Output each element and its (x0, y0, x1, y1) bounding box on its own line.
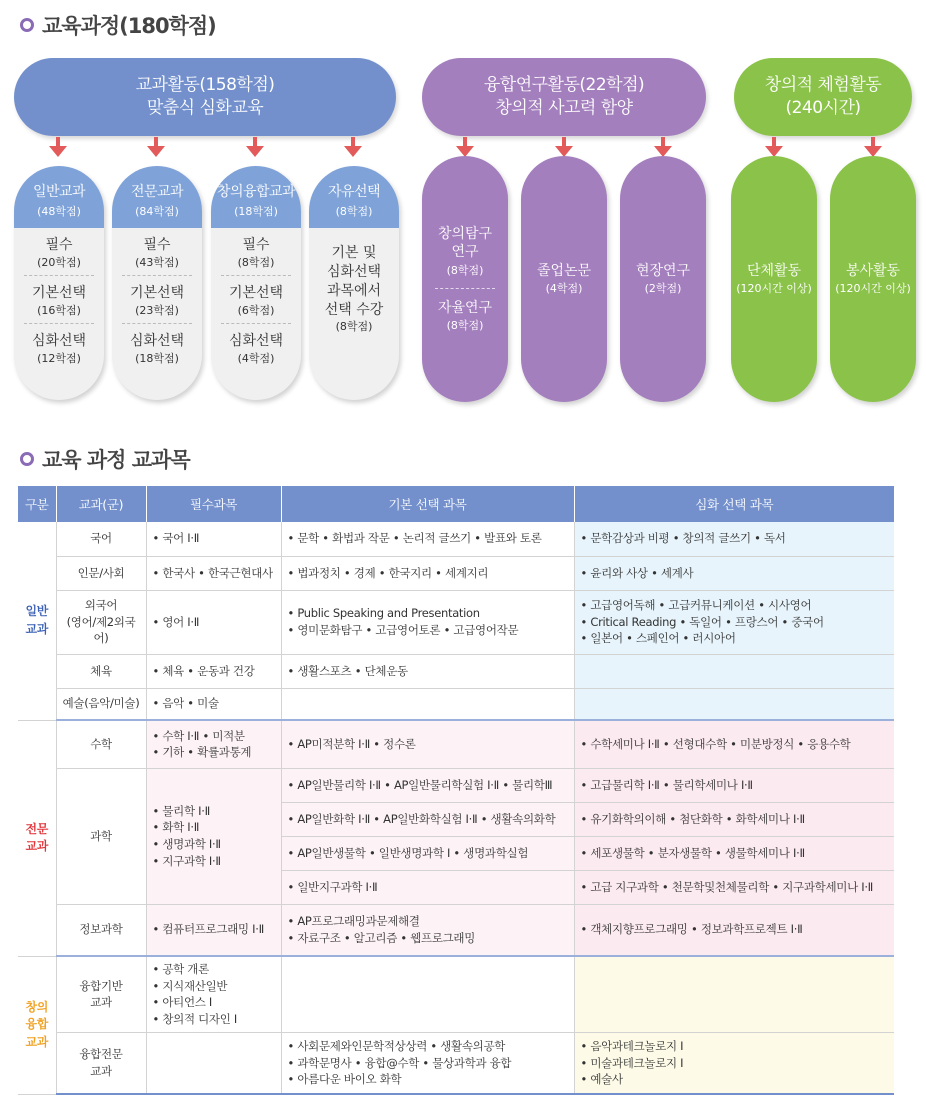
item-name: 필수 (143, 237, 171, 253)
column-credits: (18학점) (234, 205, 278, 218)
advanced-cell: • 윤리와 사상 • 세계사 (574, 556, 894, 590)
item-credits: (12학점) (37, 352, 81, 365)
group-major: 전문 교과 (18, 720, 56, 956)
research-name: 자율연구 (437, 299, 493, 316)
advanced-cell: • 고급 지구과학 • 천문학및천체물리학 • 지구과학세미나 Ⅰ·Ⅱ (574, 870, 894, 904)
item-credits: (43학점) (135, 256, 179, 269)
basic-cell: • 일반지구과학 Ⅰ·Ⅱ (281, 870, 574, 904)
experience-activity-header (734, 58, 912, 136)
advanced-cell: • 문학감상과 비평 • 창의적 글쓰기 • 독서 (574, 522, 894, 556)
column-volunteer-activity (830, 156, 916, 402)
subject-cell: 외국어 (영어/제2외국어) (56, 590, 146, 654)
advanced-cell (574, 956, 894, 1032)
table-row (18, 1032, 894, 1094)
item-credits: (6학점) (237, 304, 275, 317)
column-free-elective (309, 166, 399, 400)
table-row (18, 654, 894, 688)
advanced-cell: • 객체지향프로그래밍 • 정보과학프로젝트 Ⅰ·Ⅱ (574, 904, 894, 956)
column-group-activity (731, 156, 817, 402)
activity-hours: (120시간 이상) (835, 282, 911, 296)
header-subject-group: 교과(군) (56, 486, 146, 522)
activity-name: 봉사활동 (845, 262, 901, 279)
research-name: 현장연구 (635, 262, 691, 279)
table-row (18, 956, 894, 1032)
research-name: 연구 (451, 244, 479, 261)
table-row (18, 556, 894, 590)
column-general-subjects (14, 166, 104, 400)
item-credits: (16학점) (37, 304, 81, 317)
basic-cell: • Public Speaking and Presentation • 영미문화탐구 • 고급영어토론 • 고급영어작문 (281, 590, 574, 654)
basic-cell: • AP프로그래밍과문제해결 • 자료구조 • 알고리즘 • 웹프로그래밍 (281, 904, 574, 956)
advanced-cell: • 고급물리학 Ⅰ·Ⅱ • 물리학세미나 Ⅰ·Ⅱ (574, 768, 894, 802)
required-cell: • 공학 개론 • 지식재산일반 • 아티언스 Ⅰ • 창의적 디자인 Ⅰ (146, 956, 281, 1032)
item-credits: (20학점) (37, 256, 81, 269)
column-title: 자유선택 (327, 184, 381, 200)
subject-activity-header (14, 58, 396, 136)
required-cell: • 영어 Ⅰ·Ⅱ (146, 590, 281, 654)
table-header-row (18, 486, 894, 522)
advanced-cell: • 음악과테크놀로지 Ⅰ • 미술과테크놀로지 Ⅰ • 예술사 (574, 1032, 894, 1094)
item-name: 기본선택 (31, 285, 87, 301)
subject-activity-subtitle: 맞춤식 심화교육 (146, 98, 264, 118)
required-cell: • 체육 • 운동과 건강 (146, 654, 281, 688)
research-credits: (2학점) (644, 282, 682, 296)
basic-cell: • AP미적분학 Ⅰ·Ⅱ • 정수론 (281, 720, 574, 768)
advanced-cell: • 세포생물학 • 분자생물학 • 생물학세미나 Ⅰ·Ⅱ (574, 836, 894, 870)
advanced-cell (574, 654, 894, 688)
group-general: 일반 교과 (18, 522, 56, 720)
circle-bullet-icon (20, 452, 34, 466)
column-title: 전문교과 (130, 184, 184, 200)
research-name: 창의탐구 (437, 226, 493, 243)
free-elective-line: 심화선택 (326, 263, 382, 280)
column-fusion-subjects (211, 166, 301, 400)
activity-hours: (120시간 이상) (736, 282, 812, 296)
group-fusion: 창의 융합 교과 (18, 956, 56, 1094)
required-cell: • 수학 Ⅰ·Ⅱ • 미적분 • 기하 • 확률과통계 (146, 720, 281, 768)
item-name: 심화선택 (129, 333, 185, 349)
required-cell: • 물리학 Ⅰ·Ⅱ • 화학 Ⅰ·Ⅱ • 생명과학 Ⅰ·Ⅱ • 지구과학 Ⅰ·Ⅱ (146, 768, 281, 904)
dashed-divider (435, 288, 495, 289)
item-name: 기본선택 (129, 285, 185, 301)
research-activity-header (422, 58, 706, 136)
subject-cell: 정보과학 (56, 904, 146, 956)
required-cell: • 국어 Ⅰ·Ⅱ (146, 522, 281, 556)
experience-activity-subtitle: (240시간) (785, 98, 861, 118)
item-name: 필수 (45, 237, 73, 253)
basic-cell: • AP일반생물학 • 일반생명과학 Ⅰ • 생명과학실험 (281, 836, 574, 870)
research-credits: (4학점) (545, 282, 583, 296)
research-activity-title: 융합연구활동(22학점) (483, 75, 645, 96)
item-credits: (8학점) (237, 256, 275, 269)
free-elective-line: 선택 수강 (324, 301, 384, 318)
free-elective-credits: (8학점) (335, 319, 373, 333)
column-major-subjects (112, 166, 202, 400)
required-cell: • 음악 • 미술 (146, 688, 281, 720)
header-advanced-elective: 심화 선택 과목 (574, 486, 894, 522)
column-field-research (620, 156, 706, 402)
column-title: 일반교과 (32, 184, 86, 200)
table-row (18, 720, 894, 768)
section-title-subjects (20, 444, 190, 474)
basic-cell: • 사회문제와인문학적상상력 • 생활속의공학 • 과학문명사 • 융합@수학 • 물상과학과 융합 • 아름다운 바이오 화학 (281, 1032, 574, 1094)
advanced-cell: • 수학세미나 Ⅰ·Ⅱ • 선형대수학 • 미분방정식 • 응용수학 (574, 720, 894, 768)
basic-cell: • 문학 • 화법과 작문 • 논리적 글쓰기 • 발표와 토론 (281, 522, 574, 556)
basic-cell: • 법과정치 • 경제 • 한국지리 • 세계지리 (281, 556, 574, 590)
required-cell: • 컴퓨터프로그래밍 Ⅰ·Ⅱ (146, 904, 281, 956)
table-row (18, 522, 894, 556)
column-thesis (521, 156, 607, 402)
basic-cell (281, 956, 574, 1032)
item-credits: (18학점) (135, 352, 179, 365)
free-elective-line: 기본 및 (331, 245, 377, 261)
free-elective-line: 과목에서 (326, 282, 382, 299)
header-category: 구분 (18, 486, 56, 522)
column-credits: (48학점) (37, 205, 81, 218)
subject-cell: 융합전문 교과 (56, 1032, 146, 1094)
subject-activity-title: 교과활동(158학점) (135, 75, 275, 96)
basic-cell (281, 688, 574, 720)
basic-cell: • AP일반물리학 Ⅰ·Ⅱ • AP일반물리학실험 Ⅰ·Ⅱ • 물리학Ⅲ (281, 768, 574, 802)
section-title-curriculum (20, 10, 216, 40)
item-credits: (4학점) (237, 352, 275, 365)
subject-cell: 인문/사회 (56, 556, 146, 590)
section-title-text: 교육 과정 교과목 (42, 448, 190, 472)
circle-bullet-icon (20, 18, 34, 32)
header-required: 필수과목 (146, 486, 281, 522)
table-row (18, 688, 894, 720)
down-arrow-icon (147, 146, 165, 157)
basic-cell: • AP일반화학 Ⅰ·Ⅱ • AP일반화학실험 Ⅰ·Ⅱ • 생활속의화학 (281, 802, 574, 836)
down-arrow-icon (344, 146, 362, 157)
research-credits: (8학점) (446, 263, 484, 277)
subject-cell: 융합기반 교과 (56, 956, 146, 1032)
research-name: 졸업논문 (536, 262, 592, 279)
required-cell: • 한국사 • 한국근현대사 (146, 556, 281, 590)
subject-cell: 예술(음악/미술) (56, 688, 146, 720)
item-credits: (23학점) (135, 304, 179, 317)
column-credits: (8학점) (335, 205, 373, 218)
advanced-cell: • 유기화학의이해 • 첨단화학 • 화학세미나 Ⅰ·Ⅱ (574, 802, 894, 836)
header-basic-elective: 기본 선택 과목 (281, 486, 574, 522)
down-arrow-icon (246, 146, 264, 157)
activity-name: 단체활동 (746, 262, 802, 279)
basic-cell: • 생활스포츠 • 단체운동 (281, 654, 574, 688)
item-name: 심화선택 (228, 333, 284, 349)
subject-cell: 국어 (56, 522, 146, 556)
column-title: 창의융합교과 (216, 184, 296, 200)
subject-cell: 체육 (56, 654, 146, 688)
advanced-cell (574, 688, 894, 720)
advanced-cell: • 고급영어독해 • 고급커뮤니케이션 • 시사영어 • Critical Reading • 독일어 • 프랑스어 • 중국어 • 일본어 • 스페인어 • 러시아어 (574, 590, 894, 654)
item-name: 필수 (242, 237, 270, 253)
section-title-text: 교육과정(180학점) (42, 14, 216, 38)
table-row (18, 768, 894, 802)
experience-activity-title: 창의적 체험활동 (764, 75, 882, 96)
column-creative-research (422, 156, 508, 402)
item-name: 심화선택 (31, 333, 87, 349)
table-row (18, 904, 894, 956)
curriculum-table (18, 486, 894, 1095)
research-credits: (8학점) (446, 318, 484, 332)
required-cell (146, 1032, 281, 1094)
down-arrow-icon (49, 146, 67, 157)
item-name: 기본선택 (228, 285, 284, 301)
research-activity-subtitle: 창의적 사고력 함양 (495, 98, 633, 118)
subject-cell: 수학 (56, 720, 146, 768)
column-credits: (84학점) (135, 205, 179, 218)
table-row (18, 590, 894, 654)
subject-cell: 과학 (56, 768, 146, 904)
